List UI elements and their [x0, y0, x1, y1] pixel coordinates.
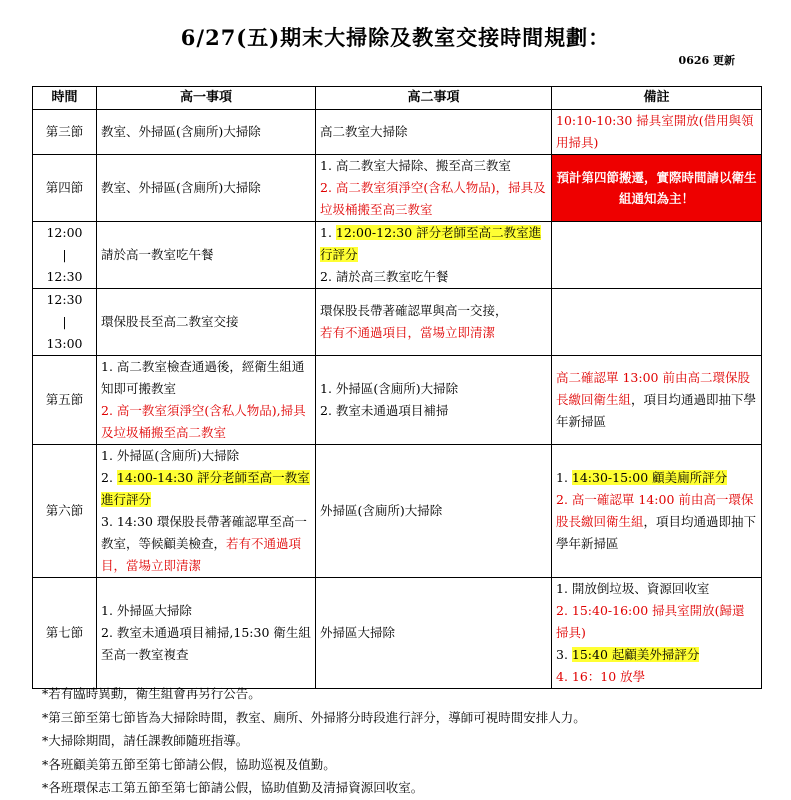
g1-cell	[97, 155, 316, 222]
table-row	[33, 578, 762, 689]
g1-text: 請於高一教室吃午餐	[101, 247, 214, 262]
note-line	[556, 666, 757, 688]
g1-line	[101, 467, 311, 511]
time-text: 12:30	[46, 269, 83, 284]
g1-cell	[97, 222, 316, 289]
note-cell	[552, 289, 762, 356]
time-text: 第四節	[45, 180, 84, 195]
g2-text: 1.	[320, 225, 336, 240]
g1-cell	[97, 445, 316, 578]
g1-red-text: 若有不通過項目，當場立即清潔	[101, 536, 302, 573]
g1-text: 2. 高一教室須淨空(含私人物品),掃具及垃圾桶搬至高二教室	[101, 403, 306, 440]
g2-text: 高二教室大掃除	[320, 124, 408, 139]
table-row	[33, 289, 762, 356]
g1-line	[101, 445, 311, 467]
g2-line	[320, 300, 547, 322]
g2-line	[320, 322, 547, 344]
g1-line	[101, 121, 311, 143]
time-text: 第三節	[45, 124, 84, 139]
time-text: 第六節	[45, 503, 84, 518]
note-text: 1.	[556, 470, 572, 485]
note-cell	[552, 222, 762, 289]
g1-text: 教室、外掃區(含廁所)大掃除	[101, 180, 261, 195]
time-cell	[33, 289, 97, 356]
g1-line	[101, 177, 311, 199]
g2-cell	[316, 356, 552, 445]
g2-cell	[316, 289, 552, 356]
g2-line	[320, 222, 547, 266]
note-tail: ，項目均通過即抽下學年新掃區	[556, 392, 757, 429]
time-text: 12:00	[46, 225, 83, 240]
g1-line	[101, 511, 311, 577]
g1-line	[101, 356, 311, 400]
g2-line	[320, 266, 547, 288]
g2-line	[320, 121, 547, 143]
g1-text: 3. 14:30 環保股長帶著確認單至高一教室，等候顧美檢查，	[101, 514, 307, 551]
page-title: 6/27(五)期末大掃除及教室交接時間規劃：	[180, 25, 611, 50]
g1-cell	[97, 289, 316, 356]
footnotes	[42, 682, 586, 800]
g2-text: 外掃區大掃除	[320, 625, 396, 640]
table-header-row	[33, 87, 762, 110]
g2-line	[320, 378, 547, 400]
time-text: |	[62, 314, 67, 329]
table-row	[33, 110, 762, 155]
time-text: 第七節	[45, 625, 84, 640]
g2-text: 2. 請於高三教室吃午餐	[320, 269, 449, 284]
table-row	[33, 222, 762, 289]
g2-text: 若有不通過項目，當場立即清潔	[320, 325, 496, 340]
note-cell	[552, 155, 762, 222]
g2-cell	[316, 578, 552, 689]
g1-text: 1. 外掃區(含廁所)大掃除	[101, 448, 240, 463]
footnote: *第三節至第七節皆為大掃除時間，教室、廁所、外掃將分時段進行評分，導師可視時間安排人力。	[42, 709, 586, 725]
note-line	[556, 644, 757, 666]
g1-cell	[97, 356, 316, 445]
note-text: 4. 16：10 放學	[556, 669, 646, 684]
g2-line	[320, 622, 547, 644]
time-cell	[33, 356, 97, 445]
time-text: 13:00	[46, 336, 83, 351]
note-line	[556, 600, 757, 644]
time-cell	[33, 155, 97, 222]
note-text: 10:10-10:30 掃具室開放(借用與領用掃具)	[556, 113, 754, 150]
table-row	[33, 445, 762, 578]
time-text: 第五節	[45, 392, 84, 407]
header-g1: 高一事項	[97, 87, 316, 110]
g1-cell	[97, 110, 316, 155]
g1-line	[101, 622, 311, 666]
g1-text: 1. 外掃區大掃除	[101, 603, 192, 618]
note-text: 1. 開放倒垃圾、資源回收室	[556, 581, 710, 596]
note-text: 2. 高一確認單 14:00 前由高一環保股長繳回衛生組	[556, 492, 754, 529]
note-highlight: 15:40 起顧美外掃評分	[571, 647, 700, 662]
note-text: 高二確認單 13:00 前由高二環保股長繳回衛生組	[556, 370, 750, 407]
note-line	[556, 110, 757, 154]
g2-cell	[316, 445, 552, 578]
g2-text: 2. 教室未通過項目補掃	[320, 403, 449, 418]
g2-line	[320, 177, 547, 221]
time-text: |	[62, 247, 67, 262]
header-time: 時間	[33, 87, 97, 110]
header-g2: 高二事項	[316, 87, 552, 110]
g2-cell	[316, 222, 552, 289]
schedule-table	[32, 86, 762, 689]
g1-line	[101, 600, 311, 622]
g2-text: 外掃區(含廁所)大掃除	[320, 503, 443, 518]
g1-text: 2. 教室未通過項目補掃,15:30 衛生組至高一教室複查	[101, 625, 311, 662]
note-line	[556, 489, 757, 555]
note-tail: ，項目均通過即抽下學年新掃區	[556, 514, 757, 551]
note-text: 3.	[556, 647, 572, 662]
g1-highlight: 14:00-14:30 評分老師至高一教室進行評分	[101, 470, 310, 507]
table-row	[33, 356, 762, 445]
g2-text: 2. 高二教室須淨空(含私人物品)，掃具及垃圾桶搬至高三教室	[320, 180, 546, 217]
header-note: 備註	[552, 87, 762, 110]
g1-line	[101, 400, 311, 444]
g2-highlight: 12:00-12:30 評分老師至高二教室進行評分	[320, 225, 542, 262]
note-cell	[552, 445, 762, 578]
alert-text: 預計第四節搬遷，實際時間請以衛生組通知為主！	[556, 170, 757, 206]
g2-line	[320, 500, 547, 522]
footnote: *各班顧美第五節至第七節請公假，協助巡視及值勤。	[42, 756, 336, 772]
time-cell	[33, 222, 97, 289]
g2-cell	[316, 110, 552, 155]
time-text: 12:30	[46, 292, 83, 307]
g1-text: 1. 高二教室檢查通過後，經衛生組通知即可搬教室	[101, 359, 305, 396]
g1-text: 教室、外掃區(含廁所)大掃除	[101, 124, 261, 139]
note-cell	[552, 356, 762, 445]
g1-line	[101, 311, 311, 333]
table-row	[33, 155, 762, 222]
time-cell	[33, 110, 97, 155]
g1-text: 環保股長至高二教室交接	[101, 314, 239, 329]
g2-text: 1. 外掃區(含廁所)大掃除	[320, 381, 459, 396]
g2-line	[320, 155, 547, 177]
footnote: *大掃除期間，請任課教師隨班指導。	[42, 733, 249, 748]
g1-cell	[97, 578, 316, 689]
note-cell	[552, 110, 762, 155]
note-line	[556, 467, 757, 489]
g2-text: 1. 高二教室大掃除、搬至高三教室	[320, 158, 511, 173]
g1-line	[101, 244, 311, 266]
note-cell	[552, 578, 762, 689]
footnote: *各班環保志工第五節至第七節請公假，協助值勤及清掃資源回收室。	[42, 780, 424, 795]
note-line	[556, 367, 757, 433]
g2-line	[320, 400, 547, 422]
update-note: 0626 更新	[678, 54, 735, 67]
g2-cell	[316, 155, 552, 222]
note-text: 2. 15:40-16:00 掃具室開放(歸還掃具)	[556, 603, 745, 640]
g2-text: 環保股長帶著確認單與高一交接，	[320, 303, 508, 318]
time-cell	[33, 578, 97, 689]
time-cell	[33, 445, 97, 578]
note-highlight: 14:30-15:00 顧美廁所評分	[571, 470, 728, 485]
note-line	[556, 578, 757, 600]
footnote: *若有臨時異動，衛生組會再另行公告。	[42, 686, 261, 701]
g1-text: 2.	[101, 470, 117, 485]
